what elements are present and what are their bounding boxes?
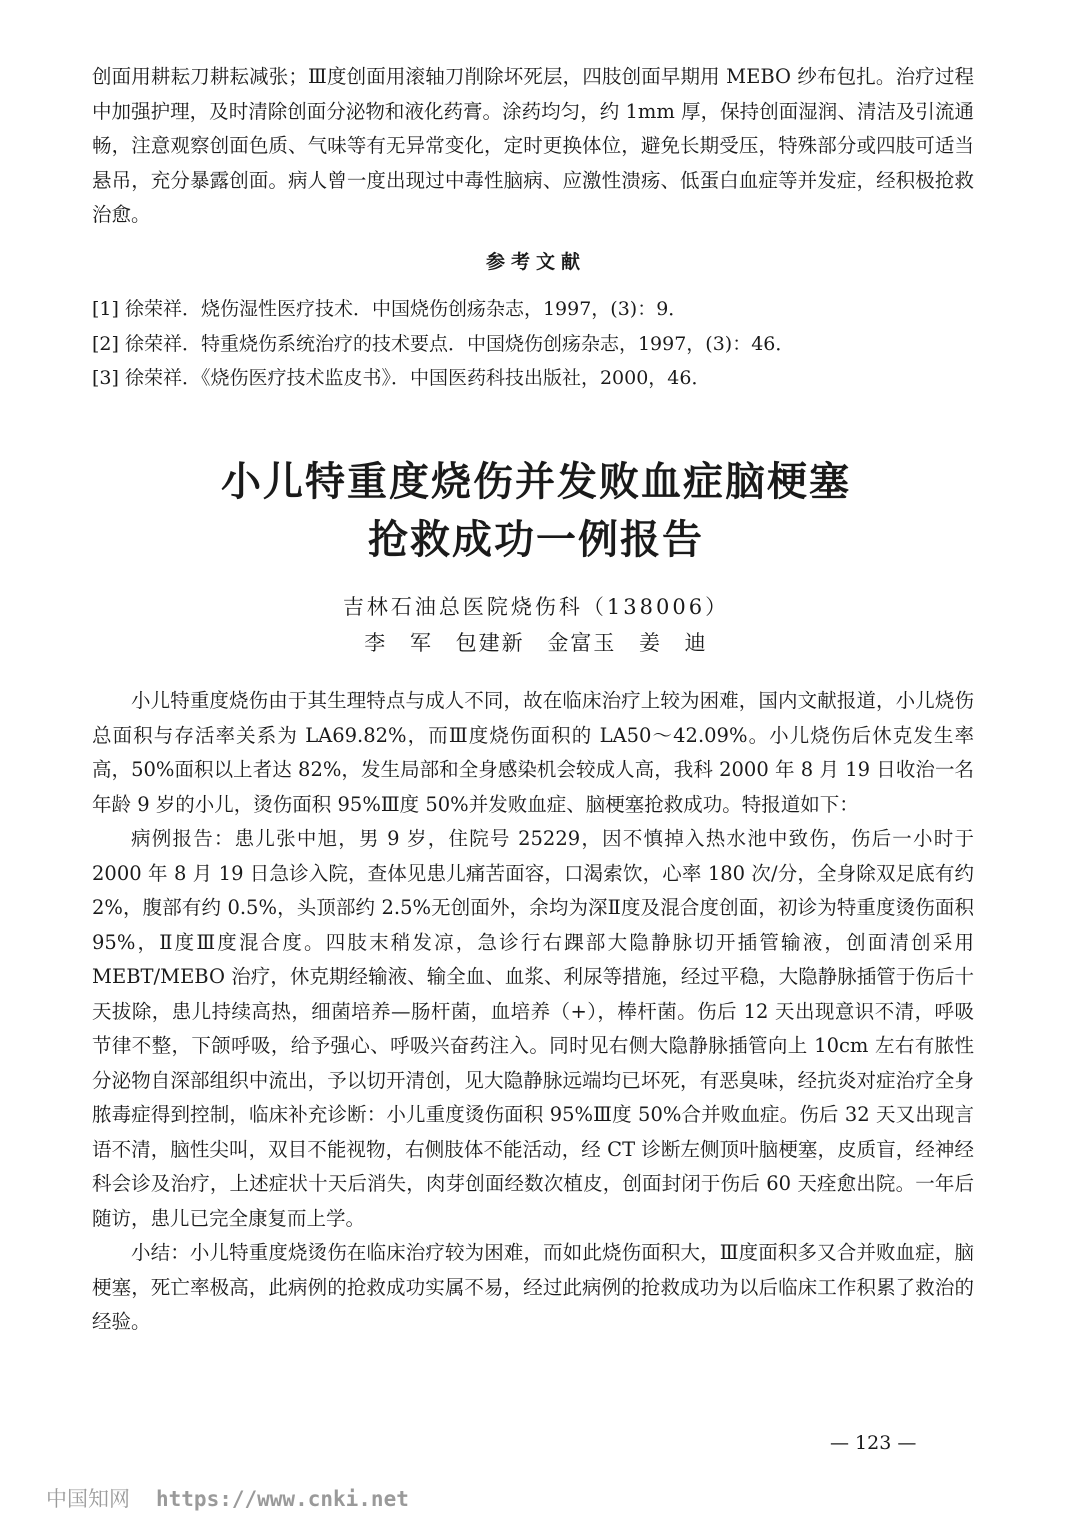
article-body [92,684,974,1340]
article-title-line-1: 小儿特重度烧伤并发败血症脑梗塞 [221,459,851,505]
cnki-watermark [46,1483,409,1513]
body-paragraph: 小儿特重度烧伤由于其生理特点与成人不同，故在临床治疗上较为困难，国内文献报道，小儿烧伤总面积与存活率关系为 LA69.82%，而Ⅲ度烧伤面积的 LA50～42.09%。小儿烧伤后休克发生率高，50%面积以上者达 82%，发生局部和全身感染机会较成人高，我科 2000 年 8 月 19 日收治一名年龄 9 岁的小儿，烫伤面积 95%Ⅲ度 50%并发败血症、脑梗塞抢救成功。特报道如下： [92,689,974,816]
reference-item: [3] 徐荣祥．《烧伤医疗技术监皮书》．中国医药科技出版社，2000，46． [92,367,711,389]
page-number: — 123 — [830,1432,917,1454]
reference-item: [2] 徐荣祥．特重烧伤系统治疗的技术要点．中国烧伤创疡杂志，1997，(3)：46． [92,332,795,355]
references-heading: 参考文献 [485,251,586,273]
continued-text [92,60,974,233]
watermark-logo: 中国知网 [46,1487,130,1511]
article-title-line-2: 抢救成功一例报告 [368,517,704,563]
body-paragraph: 病例报告：患儿张中旭，男 9 岁，住院号 25229，因不慎掉入热水池中致伤，伤后一小时于 2000 年 8 月 19 日急诊入院，查体见患儿痛苦面容，口渴索饮，心率 180 次/分，全身除双足底有约 2%，腹部有约 0.5%，头顶部约 2.5%无创面外，余均为深Ⅱ度及混合度创面，初诊为特重度烫伤面积 95%，Ⅱ度Ⅲ度混合度。四肢末稍发凉，急诊行右踝部大隐静脉切开插管输液，创面清创采用 MEBT/MEBO 治疗，休克期经输液、输全血、血浆、利尿等措施，经过平稳，大隐静脉插管于伤后十天拔除，患儿持续高热，细菌培养—肠杆菌，血培养（+），棒杆菌。伤后 12 天出现意识不清，呼吸节律不整，下颌呼吸，给予强心、呼吸兴奋药注入。同时见右侧大隐静脉插管向上 10cm 左右有脓性分泌物自深部组织中流出，予以切开清创，见大隐静脉远端均已坏死，有恶臭味，经抗炎对症治疗全身脓毒症得到控制，临床补充诊断：小儿重度烫伤面积 95%Ⅲ度 50%合并败血症。伤后 32 天又出现言语不清，脑性尖叫，双目不能视物，右侧肢体不能活动，经 CT 诊断左侧顶叶脑梗塞，皮质盲，经神经科会诊及治疗，上述症状十天后消失，肉芽创面经数次植皮，创面封闭于伤后 60 天痊愈出院。一年后随访，患儿已完全康复而上学。 [92,827,974,1230]
intro-paragraph: 创面用耕耘刀耕耘减张；Ⅲ度创面用滚轴刀削除坏死层，四肢创面早期用 MEBO 纱布包扎。治疗过程中加强护理，及时清除创面分泌物和液化药膏。涂药均匀，约 1mm 厚，保持创面湿润、清洁及引流通畅，注意观察创面色质、气味等有无异常变化，定时更换体位，避免长期受压，特殊部分或四肢可适当悬吊，充分暴露创面。病人曾一度出现过中毒性脑病、应激性溃疡、低蛋白血症等并发症，经积极抢救治愈。 [92,65,974,226]
reference-list [92,292,974,396]
author-affiliation: 吉林石油总医院烧伤科（138006） [342,595,730,619]
body-paragraph: 小结：小儿特重度烧烫伤在临床治疗较为困难，而如此烧伤面积大，Ⅲ度面积多又合并败血症，脑梗塞，死亡率极高，此病例的抢救成功实属不易，经过此病例的抢救成功为以后临床工作积累了救治的经验。 [92,1241,974,1333]
author-names: 李 军 包建新 金富玉 姜 迪 [364,631,708,655]
reference-item: [1] 徐荣祥．烧伤湿性医疗技术．中国烧伤创疡杂志，1997，(3)：9． [92,298,688,320]
watermark-url: https://www.cnki.net [156,1487,409,1511]
